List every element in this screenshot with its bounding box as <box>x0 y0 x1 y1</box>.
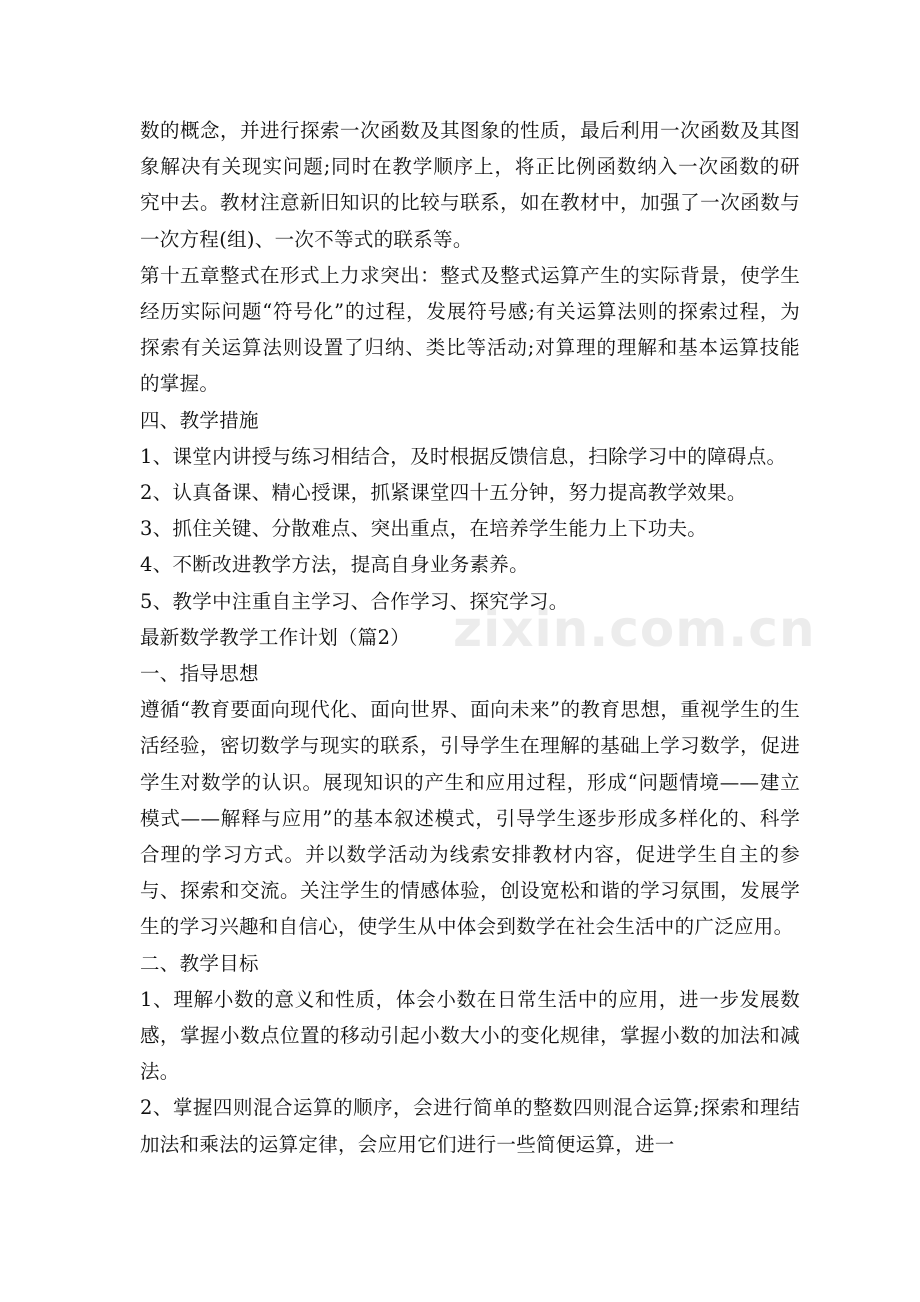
site-watermark: zixin.com.cn <box>453 600 816 658</box>
measure-item-1: 1、课堂内讲授与练习相结合，及时根据反馈信息，扫除学习中的障碍点。 <box>140 444 787 468</box>
heading-teaching-measures: 四、教学措施 <box>140 408 259 432</box>
measure-item-4: 4、不断改进教学方法，提高自身业务素养。 <box>140 553 529 577</box>
measure-item-5: 5、教学中注重自主学习、合作学习、探究学习。 <box>140 589 569 613</box>
goal-item-1: 1、理解小数的意义和性质，体会小数在日常生活中的应用，进一步发展数感，掌握小数点位置的移动引起小数大小的变化规律，掌握小数的加法和减法。 <box>140 987 800 1084</box>
heading-teaching-goals: 二、教学目标 <box>140 951 259 975</box>
heading-guiding-ideology: 一、指导思想 <box>140 662 259 686</box>
measure-item-2: 2、认真备课、精心授课，抓紧课堂四十五分钟，努力提高教学效果。 <box>140 481 747 505</box>
paragraph-function-concept: 数的概念，并进行探索一次函数及其图象的性质，最后利用一次函数及其图象解决有关现实问题;同时在教学顺序上，将正比例函数纳入一次函数的研究中去。教材注意新旧知识的比较与联系，如在教材中，加强了一次函数与一次方程(组)、一次不等式的联系等。 <box>140 119 800 251</box>
measure-item-3: 3、抓住关键、分散难点、突出重点，在培养学生能力上下功夫。 <box>140 517 708 541</box>
section-title-plan-2: 最新数学教学工作计划（篇2） <box>140 625 411 649</box>
goal-item-2: 2、掌握四则混合运算的顺序，会进行简单的整数四则混合运算;探索和理结加法和乘法的运算定律，会应用它们进行一些简便运算，进一 <box>140 1096 800 1156</box>
document-body <box>140 113 800 1163</box>
paragraph-chapter-15: 第十五章整式在形式上力求突出：整式及整式运算产生的实际背景，使学生经历实际问题“符号化”的过程，发展符号感;有关运算法则的探索过程，为探索有关运算法则设置了归纳、类比等活动;对算理的理解和基本运算技能的掌握。 <box>140 263 800 396</box>
paragraph-guiding-ideology: 遵循“教育要面向现代化、面向世界、面向未来”的教育思想，重视学生的生活经验，密切数学与现实的联系，引导学生在理解的基础上学习数学，促进学生对数学的认识。展现知识的产生和应用过程，形成“问题情境——建立模式——解释与应用”的基本叙述模式，引导学生逐步形成多样化的、科学合理的学习方式。并以数学活动为线索安排教材内容，促进学生自主的参与、探索和交流。关注学生的情感体验，创设宽松和谐的学习氛围，发展学生的学习兴趣和自信心，使学生从中体会到数学在社会生活中的广泛应用。 <box>140 698 800 939</box>
